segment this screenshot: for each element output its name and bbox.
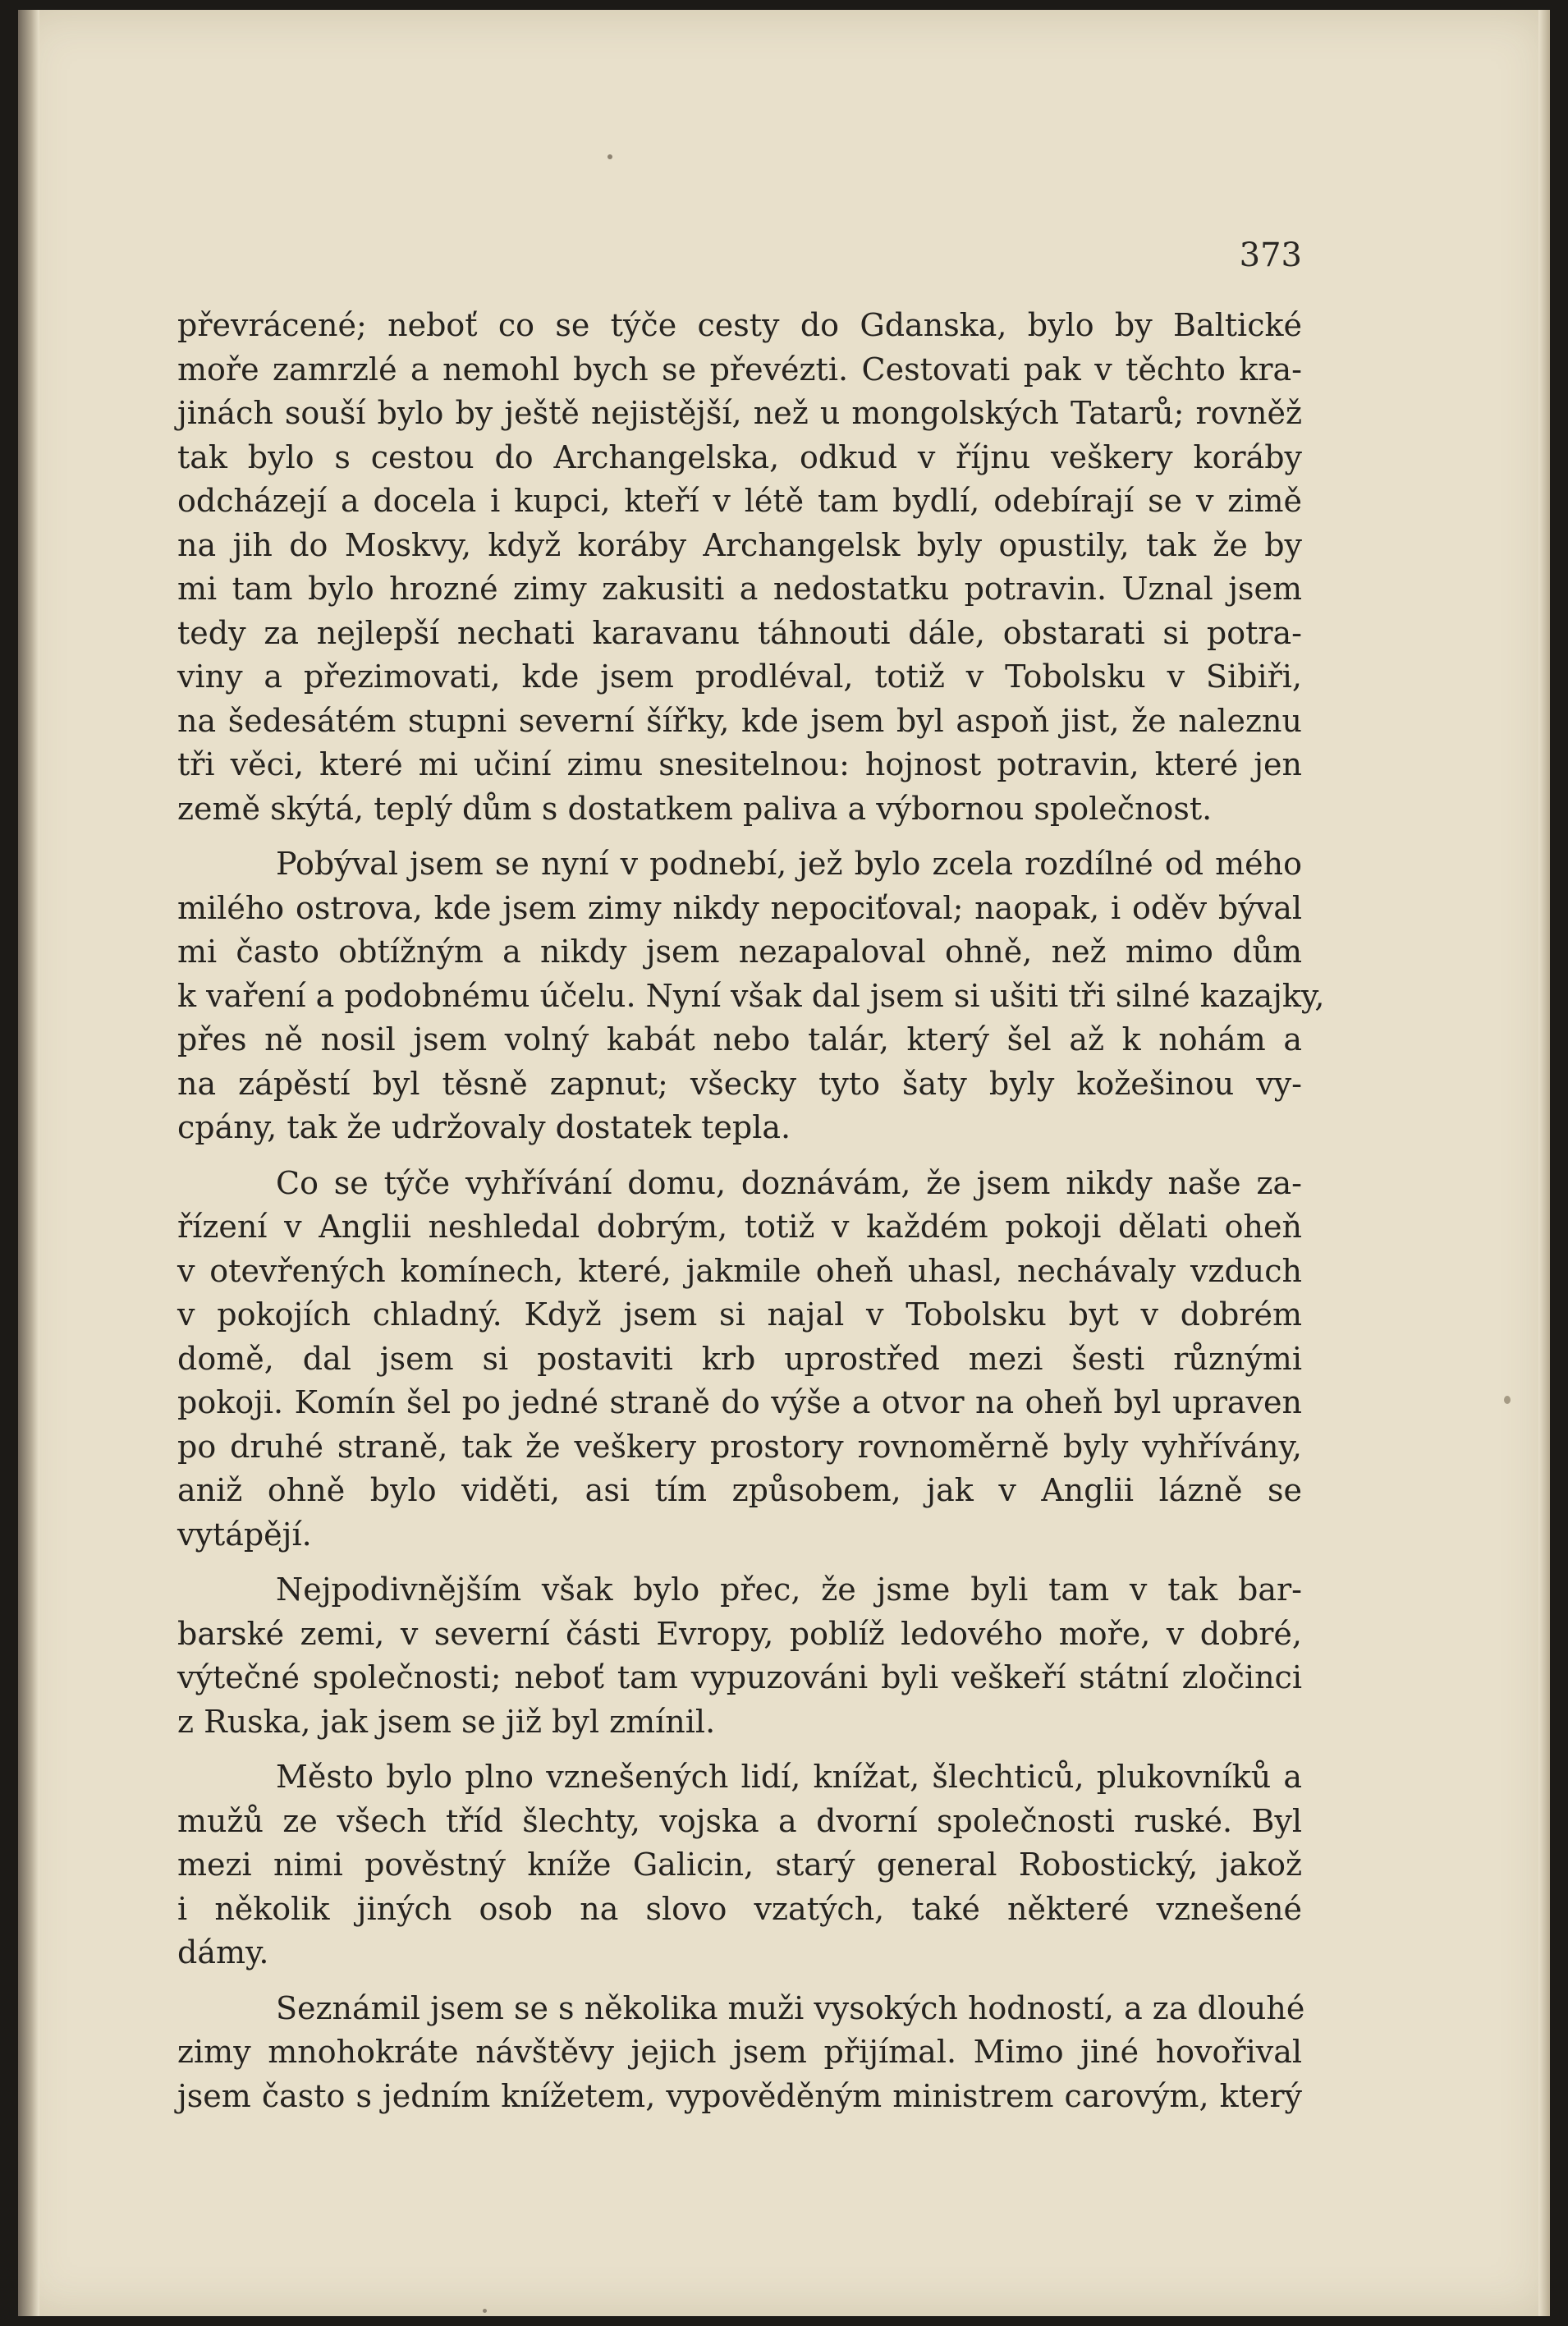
- text-line: pokoji. Komín šel po jedné straně do výše a otvor na oheň byl upraven: [177, 1384, 1302, 1420]
- text-line: na šedesátém stupni severní šířky, kde jsem byl aspoň jist, že naleznu: [177, 702, 1302, 739]
- text-line: Co se týče vyhřívání domu, doznávám, že jsem nikdy naše za-: [276, 1164, 1302, 1201]
- text-line: cpány, tak že udržovaly dostatek tepla.: [177, 1109, 791, 1145]
- page-edge: [1538, 10, 1550, 2316]
- text-line: Nejpodivnějším však bylo přec, že jsme byli tam v tak bar-: [276, 1571, 1302, 1608]
- paragraph: [177, 1755, 1302, 1975]
- text-line: barské zemi, v severní části Evropy, poblíž ledového moře, v dobré,: [177, 1615, 1302, 1652]
- body-text: [177, 304, 1325, 2130]
- paragraph: [177, 1568, 1302, 1744]
- text-line: tedy za nejlepší nechati karavanu táhnouti dále, obstarati si potra-: [177, 614, 1302, 651]
- paragraph: [177, 304, 1302, 831]
- text-line: viny a přezimovati, kde jsem prodléval, totiž v Tobolsku v Sibiři,: [177, 658, 1302, 695]
- book-spine-shadow: [18, 10, 39, 2316]
- text-line: země skýtá, teplý dům s dostatkem paliva a výbornou společnost.: [177, 790, 1213, 827]
- paper-speck: [1504, 1396, 1511, 1404]
- text-line: jinách souší bylo by ještě nejistější, než u mongolských Tatarů; rovněž: [177, 395, 1302, 431]
- text-line: přes ně nosil jsem volný kabát nebo talár, který šel až k nohám a: [177, 1021, 1302, 1057]
- paragraph: [177, 1987, 1305, 2119]
- text-line: mezi nimi pověstný kníže Galicin, starý general Robostický, jakož: [177, 1847, 1302, 1883]
- text-line: tak bylo s cestou do Archangelska, odkud v říjnu veškery koráby: [177, 438, 1302, 475]
- text-line: milého ostrova, kde jsem zimy nikdy nepociťoval; naopak, i oděv býval: [177, 889, 1302, 926]
- text-line: na zápěstí byl těsně zapnut; všecky tyto šaty byly kožešinou vy-: [177, 1065, 1302, 1102]
- text-line: převrácené; neboť co se týče cesty do Gdanska, bylo by Baltické: [177, 307, 1302, 343]
- text-line: tři věci, které mi učiní zimu snesitelnou: hojnost potravin, které jen: [177, 746, 1302, 782]
- text-line: mi tam bylo hrozné zimy zakusiti a nedostatku potravin. Uznal jsem: [177, 571, 1302, 607]
- text-line: i několik jiných osob na slovo vzatých, také některé vznešené: [177, 1890, 1302, 1927]
- text-line: mužů ze všech tříd šlechty, vojska a dvorní společnosti ruské. Byl: [177, 1802, 1302, 1839]
- text-line: zimy mnohokráte návštěvy jejich jsem přijímal. Mimo jiné hovořival: [177, 2034, 1302, 2070]
- text-line: z Ruska, jak jsem se již byl zmínil.: [177, 1703, 716, 1740]
- paragraph: [177, 842, 1325, 1150]
- text-line: Město bylo plno vznešených lidí, knížat, šlechticů, plukovníků a: [276, 1759, 1302, 1795]
- text-line: po druhé straně, tak že veškery prostory rovnoměrně byly vyhřívány,: [177, 1428, 1302, 1465]
- text-line: Pobýval jsem se nyní v podnebí, jež bylo zcela rozdílné od mého: [276, 846, 1302, 882]
- paper-speck: [607, 154, 612, 159]
- page-number: 373: [1239, 236, 1302, 274]
- text-line: aniž ohně bylo viděti, asi tím způsobem, jak v Anglii lázně se: [177, 1472, 1302, 1508]
- paragraph: [177, 1162, 1302, 1558]
- text-line: odcházejí a docela i kupci, kteří v létě tam bydlí, odebírají se v zimě: [177, 483, 1302, 519]
- text-line: Seznámil jsem se s několika muži vysokých hodností, a za dlouhé: [276, 1989, 1305, 2026]
- text-line: dámy.: [177, 1934, 269, 1970]
- text-line: k vaření a podobnému účelu. Nyní však dal jsem si ušiti tři silné kazajky,: [177, 977, 1325, 1014]
- text-line: v otevřených komínech, které, jakmile oheň uhasl, nechávaly vzduch: [177, 1252, 1302, 1289]
- text-line: výtečné společnosti; neboť tam vypuzováni byli veškeří státní zločinci: [177, 1659, 1302, 1695]
- text-line: moře zamrzlé a nemohl bych se převézti. Cestovati pak v těchto kra-: [177, 351, 1302, 388]
- text-line: řízení v Anglii neshledal dobrým, totiž v každém pokoji dělati oheň: [177, 1209, 1302, 1245]
- text-line: v pokojích chladný. Když jsem si najal v Tobolsku byt v dobrém: [177, 1296, 1302, 1333]
- text-line: na jih do Moskvy, když koráby Archangelsk byly opustily, tak že by: [177, 526, 1302, 563]
- paper-speck: [483, 2309, 487, 2313]
- text-line: vytápějí.: [177, 1516, 312, 1553]
- text-line: mi často obtížným a nikdy jsem nezapaloval ohně, než mimo dům: [177, 934, 1302, 970]
- book-page: [18, 10, 1550, 2316]
- text-line: jsem často s jedním knížetem, vypověděným ministrem carovým, který: [177, 2077, 1302, 2114]
- text-line: domě, dal jsem si postaviti krb uprostřed mezi šesti různými: [177, 1340, 1302, 1377]
